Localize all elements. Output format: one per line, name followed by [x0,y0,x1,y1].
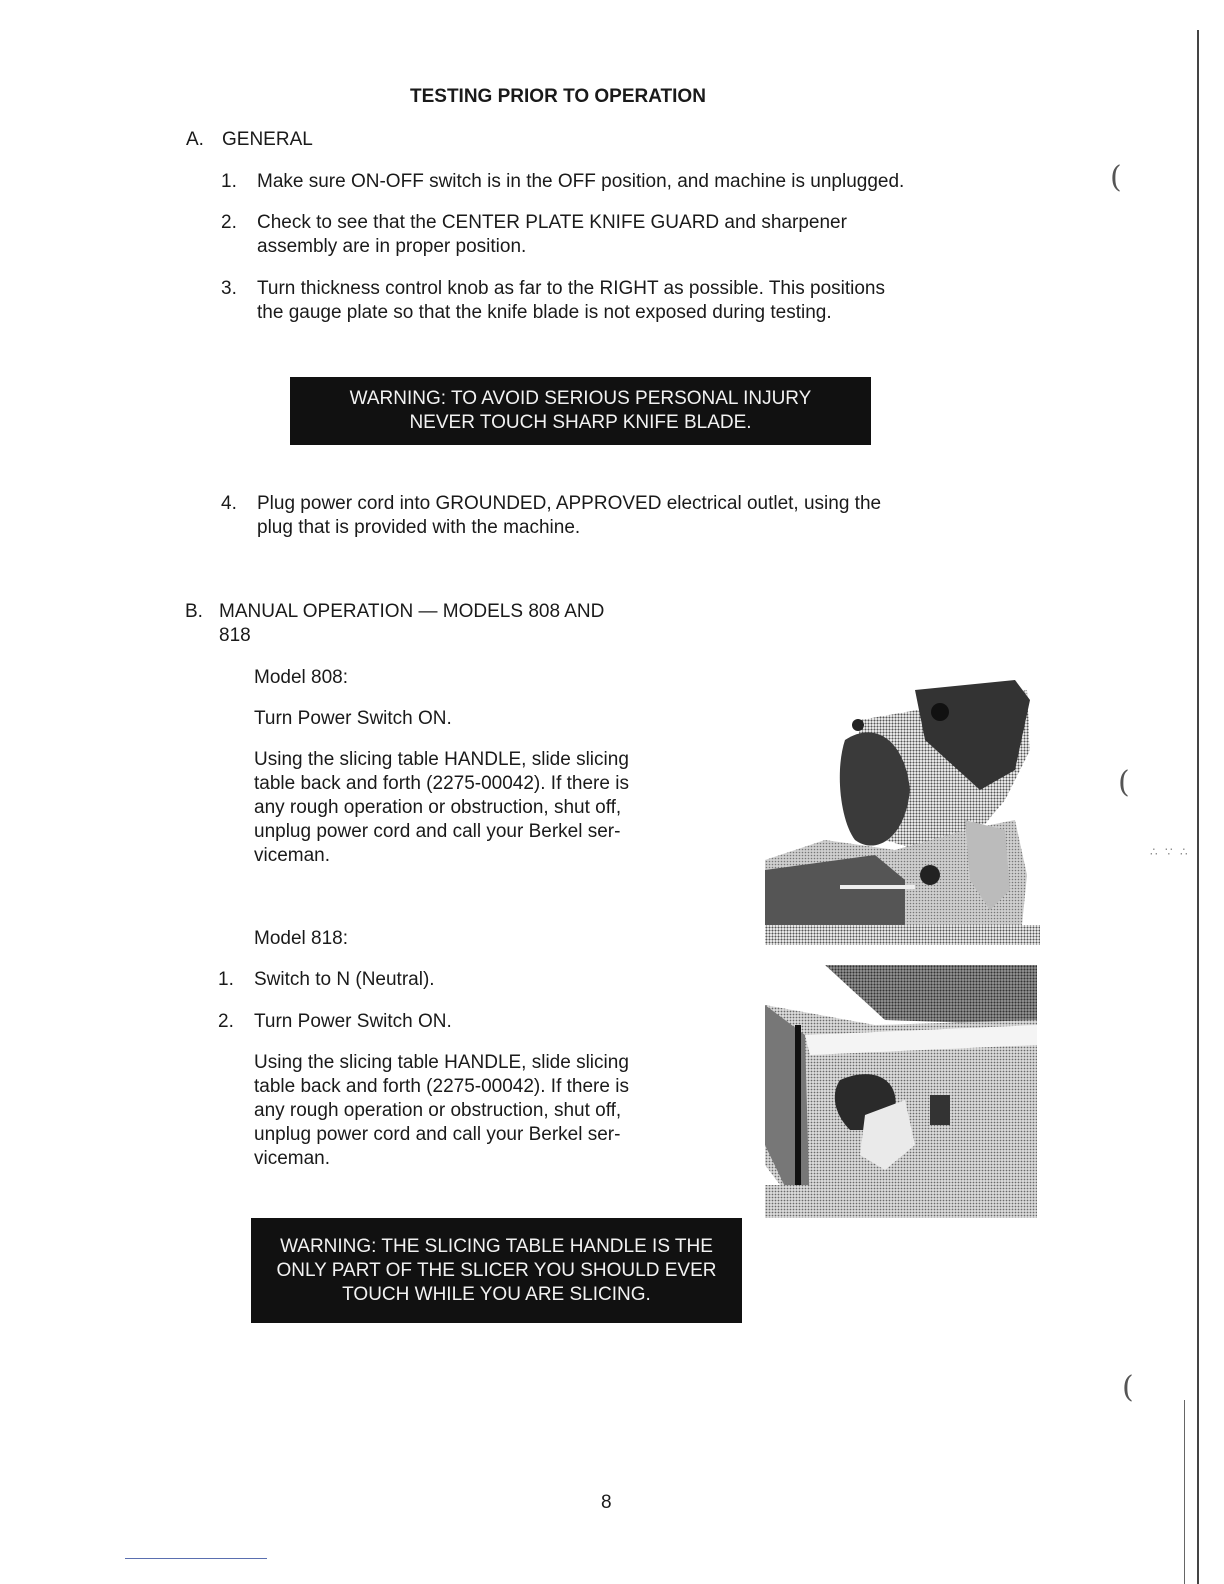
model-808-para-line-2: table back and forth (2275-00042). If there is [254,773,629,794]
warning-knife-line-2: NEVER TOUCH SHARP KNIFE BLADE. [409,412,752,433]
warning-knife-line-1: WARNING: TO AVOID SERIOUS PERSONAL INJURY [349,388,812,409]
model-818-label: Model 818: [254,928,349,949]
binder-hole-mark-3: ( [1122,1370,1134,1405]
model-818-para-line-4: unplug power cord and call your Berkel ser- [254,1124,621,1145]
model-818-para-line-1: Using the slicing table HANDLE, slide slicing [254,1052,629,1073]
scan-edge-line-inner [1184,1400,1185,1584]
model-808-para-line-1: Using the slicing table HANDLE, slide slicing [254,749,629,770]
model-808-para-line-4: unplug power cord and call your Berkel ser- [254,821,621,842]
model-808-para-line-3: any rough operation or obstruction, shut off, [254,797,622,818]
binder-hole-mark-2: ( [1118,765,1130,800]
model-818-para-line-5: viceman. [254,1148,331,1169]
warning-handle-line-3: TOUCH WHILE YOU ARE SLICING. [342,1283,651,1305]
item-2-number: 2. [221,212,237,233]
item-3-number: 3. [221,278,237,299]
item-4-line-2: plug that is provided with the machine. [257,517,581,538]
model-818-step-1-text: Switch to N (Neutral). [254,969,435,990]
scan-speckle: ∴ ∵ ∴ [1150,845,1190,859]
item-3-line-2: the gauge plate so that the knife blade is not exposed during testing. [257,302,832,323]
slicer-photo-top [765,680,1040,945]
page-number: 8 [601,1492,612,1513]
model-808-para-line-5: viceman. [254,845,331,866]
warning-handle-line-1: WARNING: THE SLICING TABLE HANDLE IS THE [280,1235,713,1257]
section-b-heading-line-2: 818 [219,625,251,646]
item-1-number: 1. [221,171,237,192]
item-3-line-1: Turn thickness control knob as far to the RIGHT as possible. This positions [257,278,885,299]
section-a-heading: GENERAL [222,129,313,150]
binder-hole-mark-1: ( [1110,160,1122,195]
item-4-number: 4. [221,493,237,514]
section-b-heading-line-1: MANUAL OPERATION — MODELS 808 AND [219,601,605,622]
footer-rule [125,1558,267,1559]
warning-box-handle [251,1218,742,1323]
page-title: TESTING PRIOR TO OPERATION [410,86,706,107]
model-818-step-2-text: Turn Power Switch ON. [254,1011,452,1032]
section-a-label: A. [186,129,204,150]
model-818-para-line-3: any rough operation or obstruction, shut off, [254,1100,622,1121]
warning-box-knife [290,377,871,445]
item-4-line-1: Plug power cord into GROUNDED, APPROVED electrical outlet, using the [257,493,882,514]
section-b-label: B. [185,601,203,622]
item-1-text: Make sure ON-OFF switch is in the OFF position, and machine is unplugged. [257,171,905,192]
model-808-label: Model 808: [254,667,349,688]
model-808-step: Turn Power Switch ON. [254,708,452,729]
item-2-line-1: Check to see that the CENTER PLATE KNIFE GUARD and sharpener [257,212,847,233]
model-818-step-1-number: 1. [218,969,234,990]
model-818-para-line-2: table back and forth (2275-00042). If there is [254,1076,629,1097]
model-818-step-2-number: 2. [218,1011,234,1032]
scan-edge-line [1197,30,1199,1584]
warning-handle-line-2: ONLY PART OF THE SLICER YOU SHOULD EVER [276,1259,717,1281]
slicer-photo-handle [765,965,1037,1218]
item-2-line-2: assembly are in proper position. [257,236,527,257]
